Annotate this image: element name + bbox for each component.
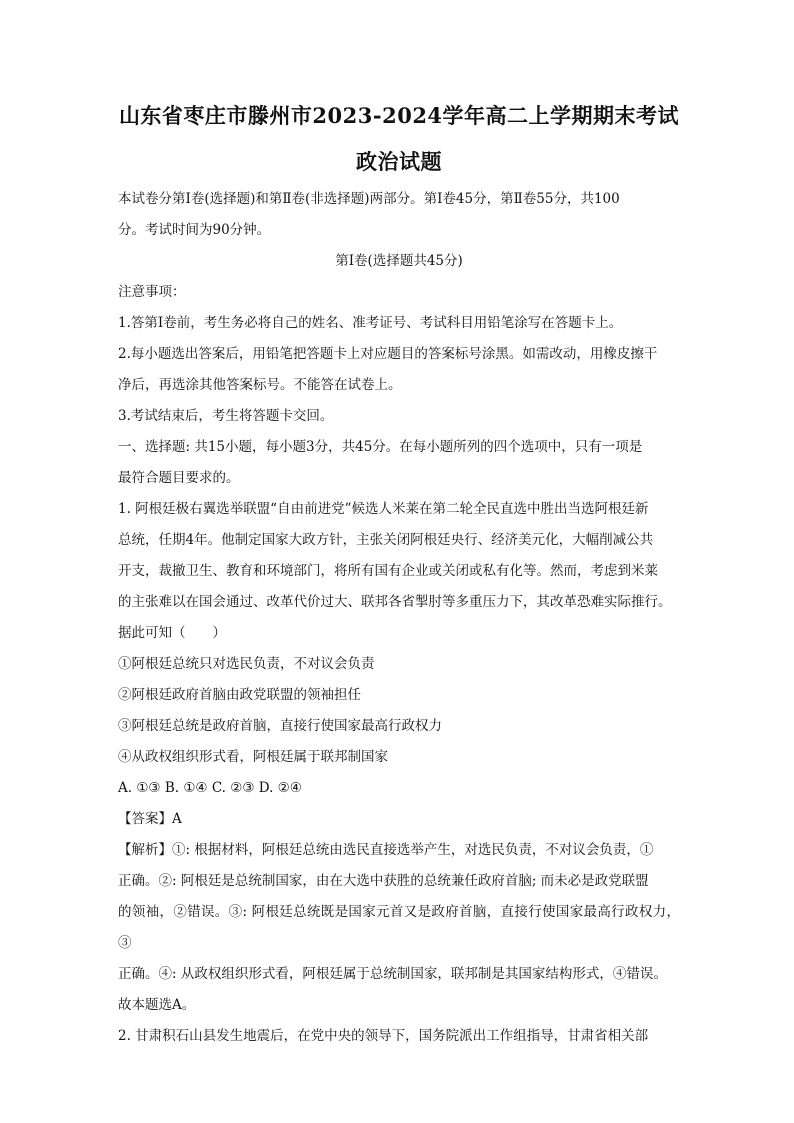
section-heading: 第Ⅰ卷(选择题共45分) <box>335 253 463 269</box>
note-line: 净后，再选涂其他答案标号。不能答在试卷上。 <box>118 377 402 393</box>
question-stem-line: 2. 甘肃积石山县发生地震后，在党中央的领导下，国务院派出工作组指导，甘肃省相关部 <box>118 1028 649 1044</box>
analysis-line: 故本题选A。 <box>118 997 196 1013</box>
analysis-line: 正确。②: 阿根廷是总统制国家，由在大选中获胜的总统兼任政府首脑; 而未必是政党联盟 <box>118 873 649 889</box>
option-item: ④从政权组织形式看，阿根廷属于联邦制国家 <box>118 749 388 765</box>
exam-page <box>118 100 680 1052</box>
exam-title: 山东省枣庄市滕州市2023-2024学年高二上学期期末考试 <box>118 103 680 128</box>
notes-title: 注意事项： <box>118 284 186 300</box>
question-stem-line: 1. 阿根廷极右翼选举联盟“自由前进党”候选人米莱在第二轮全民直选中胜出当选阿根廷新 <box>118 501 649 517</box>
intro-line: 分。考试时间为90分钟。 <box>118 222 271 238</box>
answer-choices: A. ①③ B. ①④ C. ②③ D. ②④ <box>118 780 302 796</box>
exam-subject-title: 政治试题 <box>356 149 442 174</box>
note-line: 3.考试结束后，考生将答题卡交回。 <box>118 408 334 424</box>
question-stem-line: 总统，任期4年。他制定国家大政方针，主张关闭阿根廷央行、经济美元化，大幅削减公共 <box>118 532 654 548</box>
intro-line: 本试卷分第Ⅰ卷(选择题)和第Ⅱ卷(非选择题)两部分。第Ⅰ卷45分，第Ⅱ卷55分，共100 <box>118 191 620 207</box>
answer: 【答案】A <box>118 811 182 827</box>
part-intro-line: 一、选择题: 共15小题，每小题3分，共45分。在每小题所列的四个选项中，只有一项是 <box>118 439 643 455</box>
note-line: 2.每小题选出答案后，用铅笔把答题卡上对应题目的答案标号涂黑。如需改动，用橡皮擦干 <box>118 346 658 362</box>
question-stem-line: 据此可知（ ） <box>118 625 226 641</box>
option-item: ①阿根廷总统只对选民负责，不对议会负责 <box>118 656 375 672</box>
question-stem-line: 开支，裁撤卫生、教育和环境部门，将所有国有企业或关闭或私有化等。然而，考虑到米莱 <box>118 563 658 579</box>
note-line: 1.答第Ⅰ卷前，考生务必将自己的姓名、准考证号、考试科目用铅笔涂写在答题卡上。 <box>118 315 623 331</box>
option-item: ③阿根廷总统是政府首脑，直接行使国家最高行政权力 <box>118 718 442 734</box>
analysis-line: 正确。④: 从政权组织形式看，阿根廷属于总统制国家，联邦制是其国家结构形式，④错误。 <box>118 966 667 982</box>
question-stem-line: 的主张难以在国会通过、改革代价过大、联邦各省掣肘等多重压力下，其改革恐难实际推行。 <box>118 594 672 610</box>
analysis-line: 的领袖，②错误。③: 阿根廷总统既是国家元首又是政府首脑，直接行使国家最高行政权力，③ <box>118 904 680 951</box>
part-intro-line: 最符合题目要求的。 <box>118 470 240 486</box>
analysis-line: 【解析】①: 根据材料，阿根廷总统由选民直接选举产生，对选民负责，不对议会负责，① <box>118 842 654 858</box>
option-item: ②阿根廷政府首脑由政党联盟的领袖担任 <box>118 687 361 703</box>
